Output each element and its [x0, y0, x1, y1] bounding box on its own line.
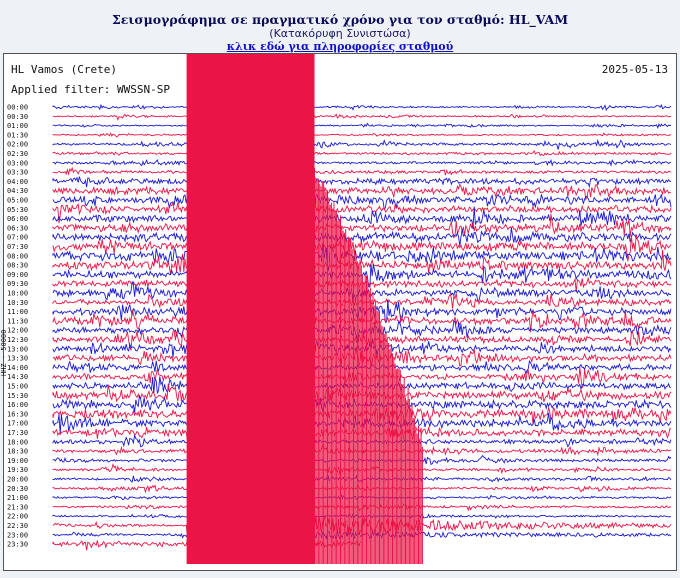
seismic-trace	[53, 464, 671, 473]
trace-time-label: 13:30	[7, 354, 29, 363]
trace-time-label: 17:00	[7, 419, 29, 428]
y-unit-label: HHZ - 50000	[0, 329, 8, 376]
trace-labels	[7, 104, 28, 549]
seismic-trace	[53, 141, 671, 150]
trace-time-label: 23:30	[7, 540, 29, 549]
trace-time-label: 20:00	[7, 475, 29, 484]
trace-time-label: 05:00	[7, 196, 29, 205]
trace-time-label: 21:00	[7, 494, 29, 503]
seismic-trace	[53, 456, 671, 465]
trace-time-label: 14:30	[7, 373, 29, 382]
trace-time-label: 08:30	[7, 261, 29, 270]
seismogram-chart	[4, 54, 676, 570]
page-subtitle: (Κατακόρυφη Συνιστώσα)	[269, 27, 411, 40]
trace-time-label: 12:00	[7, 326, 29, 335]
seismic-trace	[53, 506, 671, 546]
seismic-trace	[53, 151, 671, 156]
trace-time-label: 13:00	[7, 345, 29, 354]
trace-time-label: 18:30	[7, 447, 29, 456]
seismic-trace	[53, 396, 671, 413]
trace-time-label: 15:00	[7, 382, 29, 391]
trace-time-label: 20:30	[7, 484, 29, 493]
trace-time-label: 10:00	[7, 289, 29, 298]
trace-time-label: 06:30	[7, 224, 29, 233]
trace-time-label: 02:30	[7, 150, 29, 158]
trace-time-label: 19:00	[7, 456, 29, 465]
page-title: Σεισμογράφημα σε πραγματικό χρόνο για τον σταθμό: HL_VAM	[111, 12, 569, 27]
trace-time-label: 08:00	[7, 252, 29, 261]
seismic-trace	[53, 177, 671, 188]
seismic-trace	[53, 485, 671, 492]
trace-time-label: 16:00	[7, 401, 29, 410]
trace-time-label: 11:30	[7, 317, 29, 326]
trace-group	[53, 54, 671, 564]
trace-time-label: 06:00	[7, 215, 29, 224]
seismogram-panel	[0, 53, 677, 571]
trace-time-label: 03:30	[7, 168, 29, 177]
trace-time-label: 00:30	[7, 112, 29, 121]
seismic-trace	[53, 384, 671, 405]
station-label: HL Vamos (Crete)	[11, 63, 117, 76]
trace-time-label: 21:30	[7, 503, 29, 512]
trace-time-label: 22:30	[7, 522, 29, 530]
seismic-trace	[53, 250, 671, 275]
trace-time-label: 04:30	[7, 187, 29, 196]
trace-time-label: 19:30	[7, 466, 29, 475]
seismic-trace	[53, 361, 671, 374]
trace-time-label: 07:00	[7, 233, 29, 242]
trace-time-label: 16:30	[7, 410, 29, 419]
seismic-trace	[53, 424, 671, 441]
seismic-trace	[53, 293, 671, 310]
seismic-trace	[53, 124, 671, 128]
seismic-trace	[53, 514, 671, 518]
seismic-trace	[53, 133, 671, 137]
trace-time-label: 10:30	[7, 298, 29, 307]
seismic-trace	[53, 194, 671, 209]
trace-time-label: 02:00	[7, 140, 29, 149]
seismic-trace	[53, 495, 671, 500]
trace-time-label: 03:00	[7, 159, 29, 168]
trace-time-label: 17:30	[7, 429, 29, 437]
trace-time-label: 12:30	[7, 336, 29, 344]
seismic-trace	[53, 168, 671, 175]
filter-label: Applied filter: WWSSN-SP	[11, 83, 170, 96]
trace-time-label: 09:00	[7, 270, 29, 279]
trace-time-label: 14:00	[7, 363, 29, 372]
trace-time-label: 11:00	[7, 308, 29, 317]
trace-time-label: 01:30	[7, 131, 29, 140]
trace-time-label: 01:00	[7, 122, 29, 131]
trace-time-label: 04:00	[7, 177, 29, 186]
trace-time-label: 15:30	[7, 391, 29, 400]
seismic-trace	[53, 114, 671, 119]
seismic-trace	[53, 160, 671, 166]
seismic-trace	[53, 348, 671, 366]
trace-time-label: 18:00	[7, 438, 29, 447]
seismic-trace	[53, 504, 671, 511]
seismic-trace	[53, 446, 671, 455]
trace-time-label: 23:00	[7, 531, 29, 540]
seismic-trace	[53, 99, 671, 110]
seismic-trace	[53, 274, 671, 292]
trace-time-label: 09:30	[7, 280, 29, 289]
trace-time-label: 05:30	[7, 205, 29, 214]
seismic-trace	[53, 476, 671, 482]
trace-time-label: 22:00	[7, 512, 29, 521]
station-info-link[interactable]: κλικ εδώ για πληροφορίες σταθμού	[226, 40, 454, 53]
trace-time-label: 07:30	[7, 243, 29, 251]
seismic-trace	[53, 435, 671, 447]
date-label: 2025-05-13	[601, 63, 668, 76]
trace-time-label: 00:00	[7, 103, 29, 112]
